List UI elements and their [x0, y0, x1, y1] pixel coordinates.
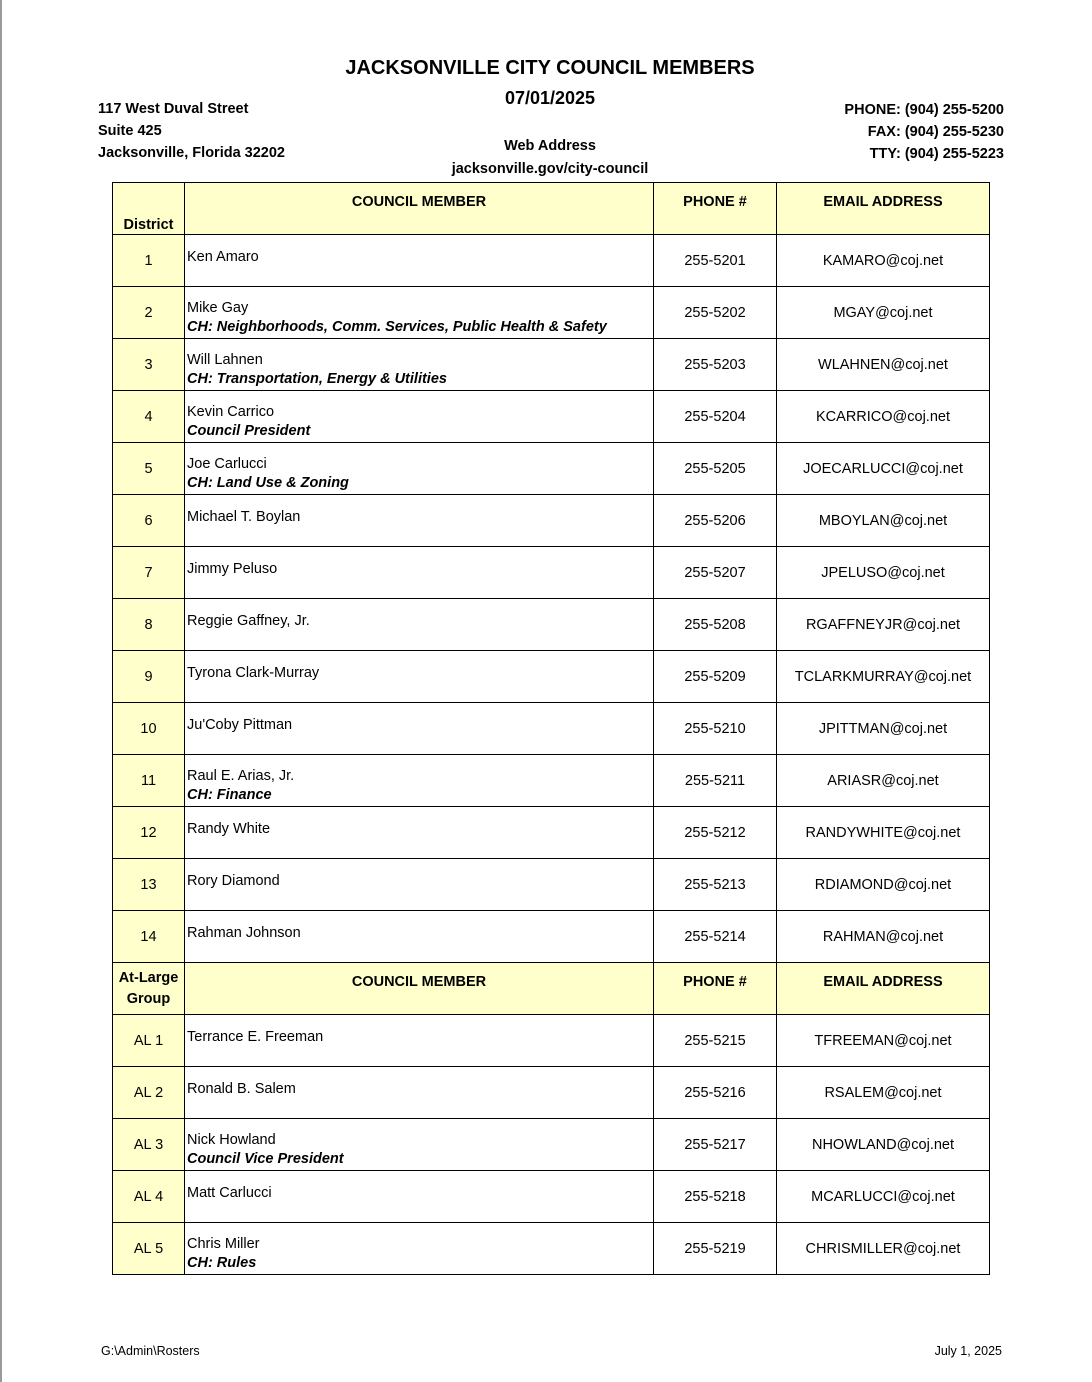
member-cell [185, 755, 654, 807]
table-row [113, 495, 990, 547]
footer-file-path: G:\Admin\Rosters [101, 1344, 200, 1358]
phone-cell: 255-5214 [654, 911, 777, 963]
table-row [113, 599, 990, 651]
table-row [113, 911, 990, 963]
email-cell: JPITTMAN@coj.net [777, 703, 990, 755]
table-row [113, 1223, 990, 1275]
member-cell [185, 1223, 654, 1275]
member-name: Joe Carlucci [187, 456, 267, 472]
district-cell: 7 [113, 547, 185, 599]
column-header-phone: PHONE # [654, 963, 777, 1015]
member-cell [185, 807, 654, 859]
column-header-district: District [113, 183, 185, 235]
email-cell: ARIASR@coj.net [777, 755, 990, 807]
member-name: Terrance E. Freeman [187, 1029, 324, 1045]
district-cell: 6 [113, 495, 185, 547]
member-name: Tyrona Clark-Murray [187, 665, 320, 681]
email-cell: WLAHNEN@coj.net [777, 339, 990, 391]
email-cell: NHOWLAND@coj.net [777, 1119, 990, 1171]
member-name: Reggie Gaffney, Jr. [187, 613, 310, 629]
phone-cell: 255-5202 [654, 287, 777, 339]
table-row [113, 1067, 990, 1119]
table-row [113, 443, 990, 495]
email-cell: RGAFFNEYJR@coj.net [777, 599, 990, 651]
member-name: Nick Howland [187, 1132, 276, 1148]
member-cell [185, 1067, 654, 1119]
member-role: CH: Rules [187, 1255, 257, 1271]
district-cell: AL 4 [113, 1171, 185, 1223]
member-name: Ju'Coby Pittman [187, 717, 293, 733]
column-header-phone: PHONE # [654, 183, 777, 235]
member-cell [185, 443, 654, 495]
table-row [113, 859, 990, 911]
member-cell [185, 703, 654, 755]
phone-cell: 255-5208 [654, 599, 777, 651]
district-cell: 4 [113, 391, 185, 443]
member-name: Matt Carlucci [187, 1185, 272, 1201]
member-name: Rory Diamond [187, 873, 280, 889]
address-line: Jacksonville, Florida 32202 [98, 145, 285, 161]
district-cell: 13 [113, 859, 185, 911]
atlarge-header-row [113, 963, 990, 1015]
roster-date: 07/01/2025 [504, 88, 596, 108]
table-row [113, 339, 990, 391]
phone-cell: 255-5203 [654, 339, 777, 391]
email-cell: RANDYWHITE@coj.net [777, 807, 990, 859]
email-cell: RSALEM@coj.net [777, 1067, 990, 1119]
member-name: Ken Amaro [187, 249, 259, 265]
district-cell: AL 2 [113, 1067, 185, 1119]
member-cell [185, 911, 654, 963]
member-role: CH: Neighborhoods, Comm. Services, Public Health & Safety [187, 319, 607, 335]
member-cell [185, 651, 654, 703]
member-cell [185, 495, 654, 547]
district-cell: 8 [113, 599, 185, 651]
column-header-member: COUNCIL MEMBER [185, 963, 654, 1015]
phone-cell: 255-5217 [654, 1119, 777, 1171]
contact-numbers [844, 99, 1004, 165]
district-cell: 5 [113, 443, 185, 495]
table-row [113, 1015, 990, 1067]
email-cell: MBOYLAN@coj.net [777, 495, 990, 547]
member-name: Randy White [187, 821, 271, 837]
phone-cell: 255-5204 [654, 391, 777, 443]
member-cell [185, 1015, 654, 1067]
phone-cell: 255-5212 [654, 807, 777, 859]
email-cell: MGAY@coj.net [777, 287, 990, 339]
phone-cell: 255-5207 [654, 547, 777, 599]
phone-cell: 255-5216 [654, 1067, 777, 1119]
member-cell [185, 391, 654, 443]
member-name: Kevin Carrico [187, 404, 275, 420]
email-cell: RDIAMOND@coj.net [777, 859, 990, 911]
member-cell [185, 287, 654, 339]
district-cell: 12 [113, 807, 185, 859]
member-name: Raul E. Arias, Jr. [187, 768, 295, 784]
footer-date: July 1, 2025 [934, 1344, 1002, 1358]
phone-cell: 255-5213 [654, 859, 777, 911]
group-header-line: Group [126, 990, 171, 1007]
member-role: CH: Transportation, Energy & Utilities [187, 371, 447, 387]
group-header-line: At-Large [118, 969, 179, 986]
district-cell: AL 5 [113, 1223, 185, 1275]
email-cell: TFREEMAN@coj.net [777, 1015, 990, 1067]
page-edge [0, 0, 2, 1382]
district-cell: 1 [113, 235, 185, 287]
address-line: Suite 425 [98, 123, 162, 139]
member-name: Chris Miller [187, 1236, 260, 1252]
member-cell [185, 339, 654, 391]
member-name: Jimmy Peluso [187, 561, 278, 577]
email-cell: JOECARLUCCI@coj.net [777, 443, 990, 495]
office-address [98, 98, 285, 164]
district-cell: AL 3 [113, 1119, 185, 1171]
address-line: 117 West Duval Street [98, 101, 249, 117]
member-role: Council President [187, 423, 311, 439]
district-cell: 10 [113, 703, 185, 755]
district-cell: 14 [113, 911, 185, 963]
email-cell: KCARRICO@coj.net [777, 391, 990, 443]
district-cell: 11 [113, 755, 185, 807]
member-role: CH: Finance [187, 787, 272, 803]
member-name: Mike Gay [187, 300, 249, 316]
district-cell: 9 [113, 651, 185, 703]
member-role: CH: Land Use & Zoning [187, 475, 349, 491]
district-cell: 3 [113, 339, 185, 391]
table-row [113, 1119, 990, 1171]
member-cell [185, 599, 654, 651]
table-row [113, 651, 990, 703]
district-cell: AL 1 [113, 1015, 185, 1067]
fax-number: FAX: (904) 255-5230 [867, 124, 1004, 140]
table-row [113, 547, 990, 599]
phone-number: PHONE: (904) 255-5200 [844, 102, 1004, 118]
member-name: Michael T. Boylan [187, 509, 301, 525]
member-cell [185, 1171, 654, 1223]
email-cell: KAMARO@coj.net [777, 235, 990, 287]
email-cell: TCLARKMURRAY@coj.net [777, 651, 990, 703]
phone-cell: 255-5210 [654, 703, 777, 755]
table-row [113, 703, 990, 755]
table-row [113, 807, 990, 859]
table-row [113, 755, 990, 807]
phone-cell: 255-5206 [654, 495, 777, 547]
member-cell [185, 859, 654, 911]
member-name: Ronald B. Salem [187, 1081, 296, 1097]
email-cell: MCARLUCCI@coj.net [777, 1171, 990, 1223]
column-header-email: EMAIL ADDRESS [777, 963, 990, 1015]
column-header-email: EMAIL ADDRESS [777, 183, 990, 235]
table-row [113, 1171, 990, 1223]
web-address-url: jacksonville.gov/city-council [451, 161, 649, 177]
council-roster-table [112, 182, 990, 1275]
tty-number: TTY: (904) 255-5223 [869, 146, 1004, 162]
phone-cell: 255-5205 [654, 443, 777, 495]
member-name: Will Lahnen [187, 352, 263, 368]
page-title: JACKSONVILLE CITY COUNCIL MEMBERS [345, 57, 755, 79]
email-cell: JPELUSO@coj.net [777, 547, 990, 599]
member-cell [185, 235, 654, 287]
member-name: Rahman Johnson [187, 925, 301, 941]
email-cell: RAHMAN@coj.net [777, 911, 990, 963]
phone-cell: 255-5209 [654, 651, 777, 703]
column-header-group [113, 963, 185, 1015]
phone-cell: 255-5218 [654, 1171, 777, 1223]
district-cell: 2 [113, 287, 185, 339]
table-row [113, 235, 990, 287]
phone-cell: 255-5215 [654, 1015, 777, 1067]
phone-cell: 255-5219 [654, 1223, 777, 1275]
member-role: Council Vice President [187, 1151, 344, 1167]
column-header-member: COUNCIL MEMBER [185, 183, 654, 235]
member-cell [185, 547, 654, 599]
phone-cell: 255-5201 [654, 235, 777, 287]
phone-cell: 255-5211 [654, 755, 777, 807]
email-cell: CHRISMILLER@coj.net [777, 1223, 990, 1275]
web-address-label: Web Address [504, 138, 596, 154]
table-row [113, 391, 990, 443]
member-cell [185, 1119, 654, 1171]
district-header-row [113, 183, 990, 235]
table-row [113, 287, 990, 339]
